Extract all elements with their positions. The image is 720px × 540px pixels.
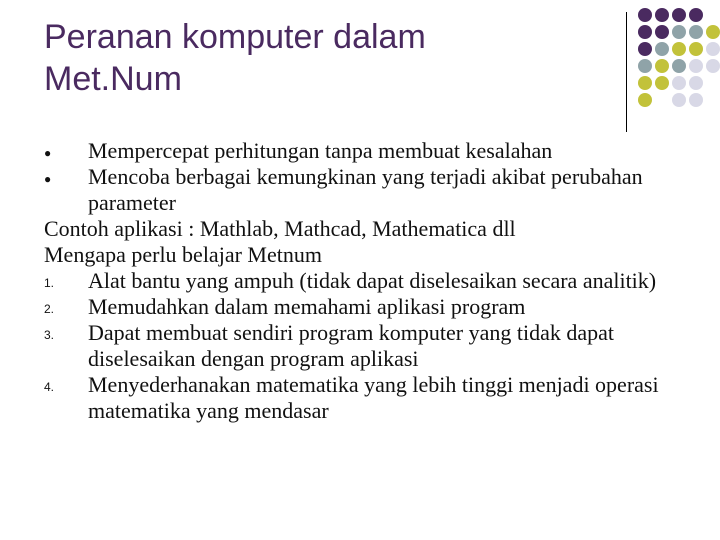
numbered-item xyxy=(44,320,704,372)
decorative-dot xyxy=(672,8,686,22)
decorative-dot xyxy=(655,59,669,73)
title-line-1: Peranan komputer dalam xyxy=(44,18,426,56)
decorative-dot xyxy=(672,93,686,107)
decorative-dot xyxy=(638,76,652,90)
decorative-dot xyxy=(638,42,652,56)
numbered-text: Dapat membuat sendiri program komputer yang tidak dapat diselesaikan dengan program aplikasi xyxy=(88,320,615,371)
decorative-dot xyxy=(638,59,652,73)
bullet-item xyxy=(44,164,704,216)
slide-title xyxy=(44,16,604,100)
decorative-dot xyxy=(672,76,686,90)
bullet-text: Mempercepat perhitungan tanpa membuat kesalahan xyxy=(88,138,553,163)
numbered-text: Alat bantu yang ampuh (tidak dapat diselesaikan secara analitik) xyxy=(88,268,657,293)
example-line: Contoh aplikasi : Mathlab, Mathcad, Mathematica dll xyxy=(44,216,516,241)
decorative-dot xyxy=(655,8,669,22)
bullet-icon: ● xyxy=(44,172,52,186)
title-line-2: Met.Num xyxy=(44,60,182,98)
item-number: 3. xyxy=(44,328,55,342)
decorative-dot xyxy=(638,93,652,107)
decorative-dot xyxy=(689,93,703,107)
numbered-text: Menyederhanakan matematika yang lebih tinggi menjadi operasi matematika yang mendasar xyxy=(88,372,659,423)
item-number: 2. xyxy=(44,302,55,316)
decorative-dot xyxy=(672,25,686,39)
decorative-dot-grid xyxy=(638,8,720,118)
item-number: 1. xyxy=(44,276,55,290)
bullet-text: Mencoba berbagai kemungkinan yang terjadi akibat perubahan parameter xyxy=(88,164,643,215)
decorative-dot xyxy=(689,42,703,56)
decorative-dot xyxy=(655,42,669,56)
decorative-dot xyxy=(706,42,720,56)
numbered-item xyxy=(44,372,704,424)
decorative-dot xyxy=(655,76,669,90)
decorative-dot xyxy=(689,25,703,39)
decorative-dot xyxy=(689,59,703,73)
decorative-dot xyxy=(689,8,703,22)
bullet-item xyxy=(44,138,704,164)
numbered-item xyxy=(44,294,704,320)
decorative-dot xyxy=(706,25,720,39)
decorative-dot xyxy=(655,25,669,39)
decorative-dot xyxy=(672,42,686,56)
decorative-dot xyxy=(672,59,686,73)
decorative-dot xyxy=(638,25,652,39)
why-heading: Mengapa perlu belajar Metnum xyxy=(44,242,322,267)
slide-body xyxy=(44,138,704,424)
numbered-item xyxy=(44,268,704,294)
numbered-text: Memudahkan dalam memahami aplikasi program xyxy=(88,294,526,319)
item-number: 4. xyxy=(44,380,55,394)
decorative-dot xyxy=(706,59,720,73)
decorative-dot xyxy=(638,8,652,22)
bullet-icon: ● xyxy=(44,146,52,160)
decorative-dot xyxy=(689,76,703,90)
decorative-divider xyxy=(626,12,627,132)
